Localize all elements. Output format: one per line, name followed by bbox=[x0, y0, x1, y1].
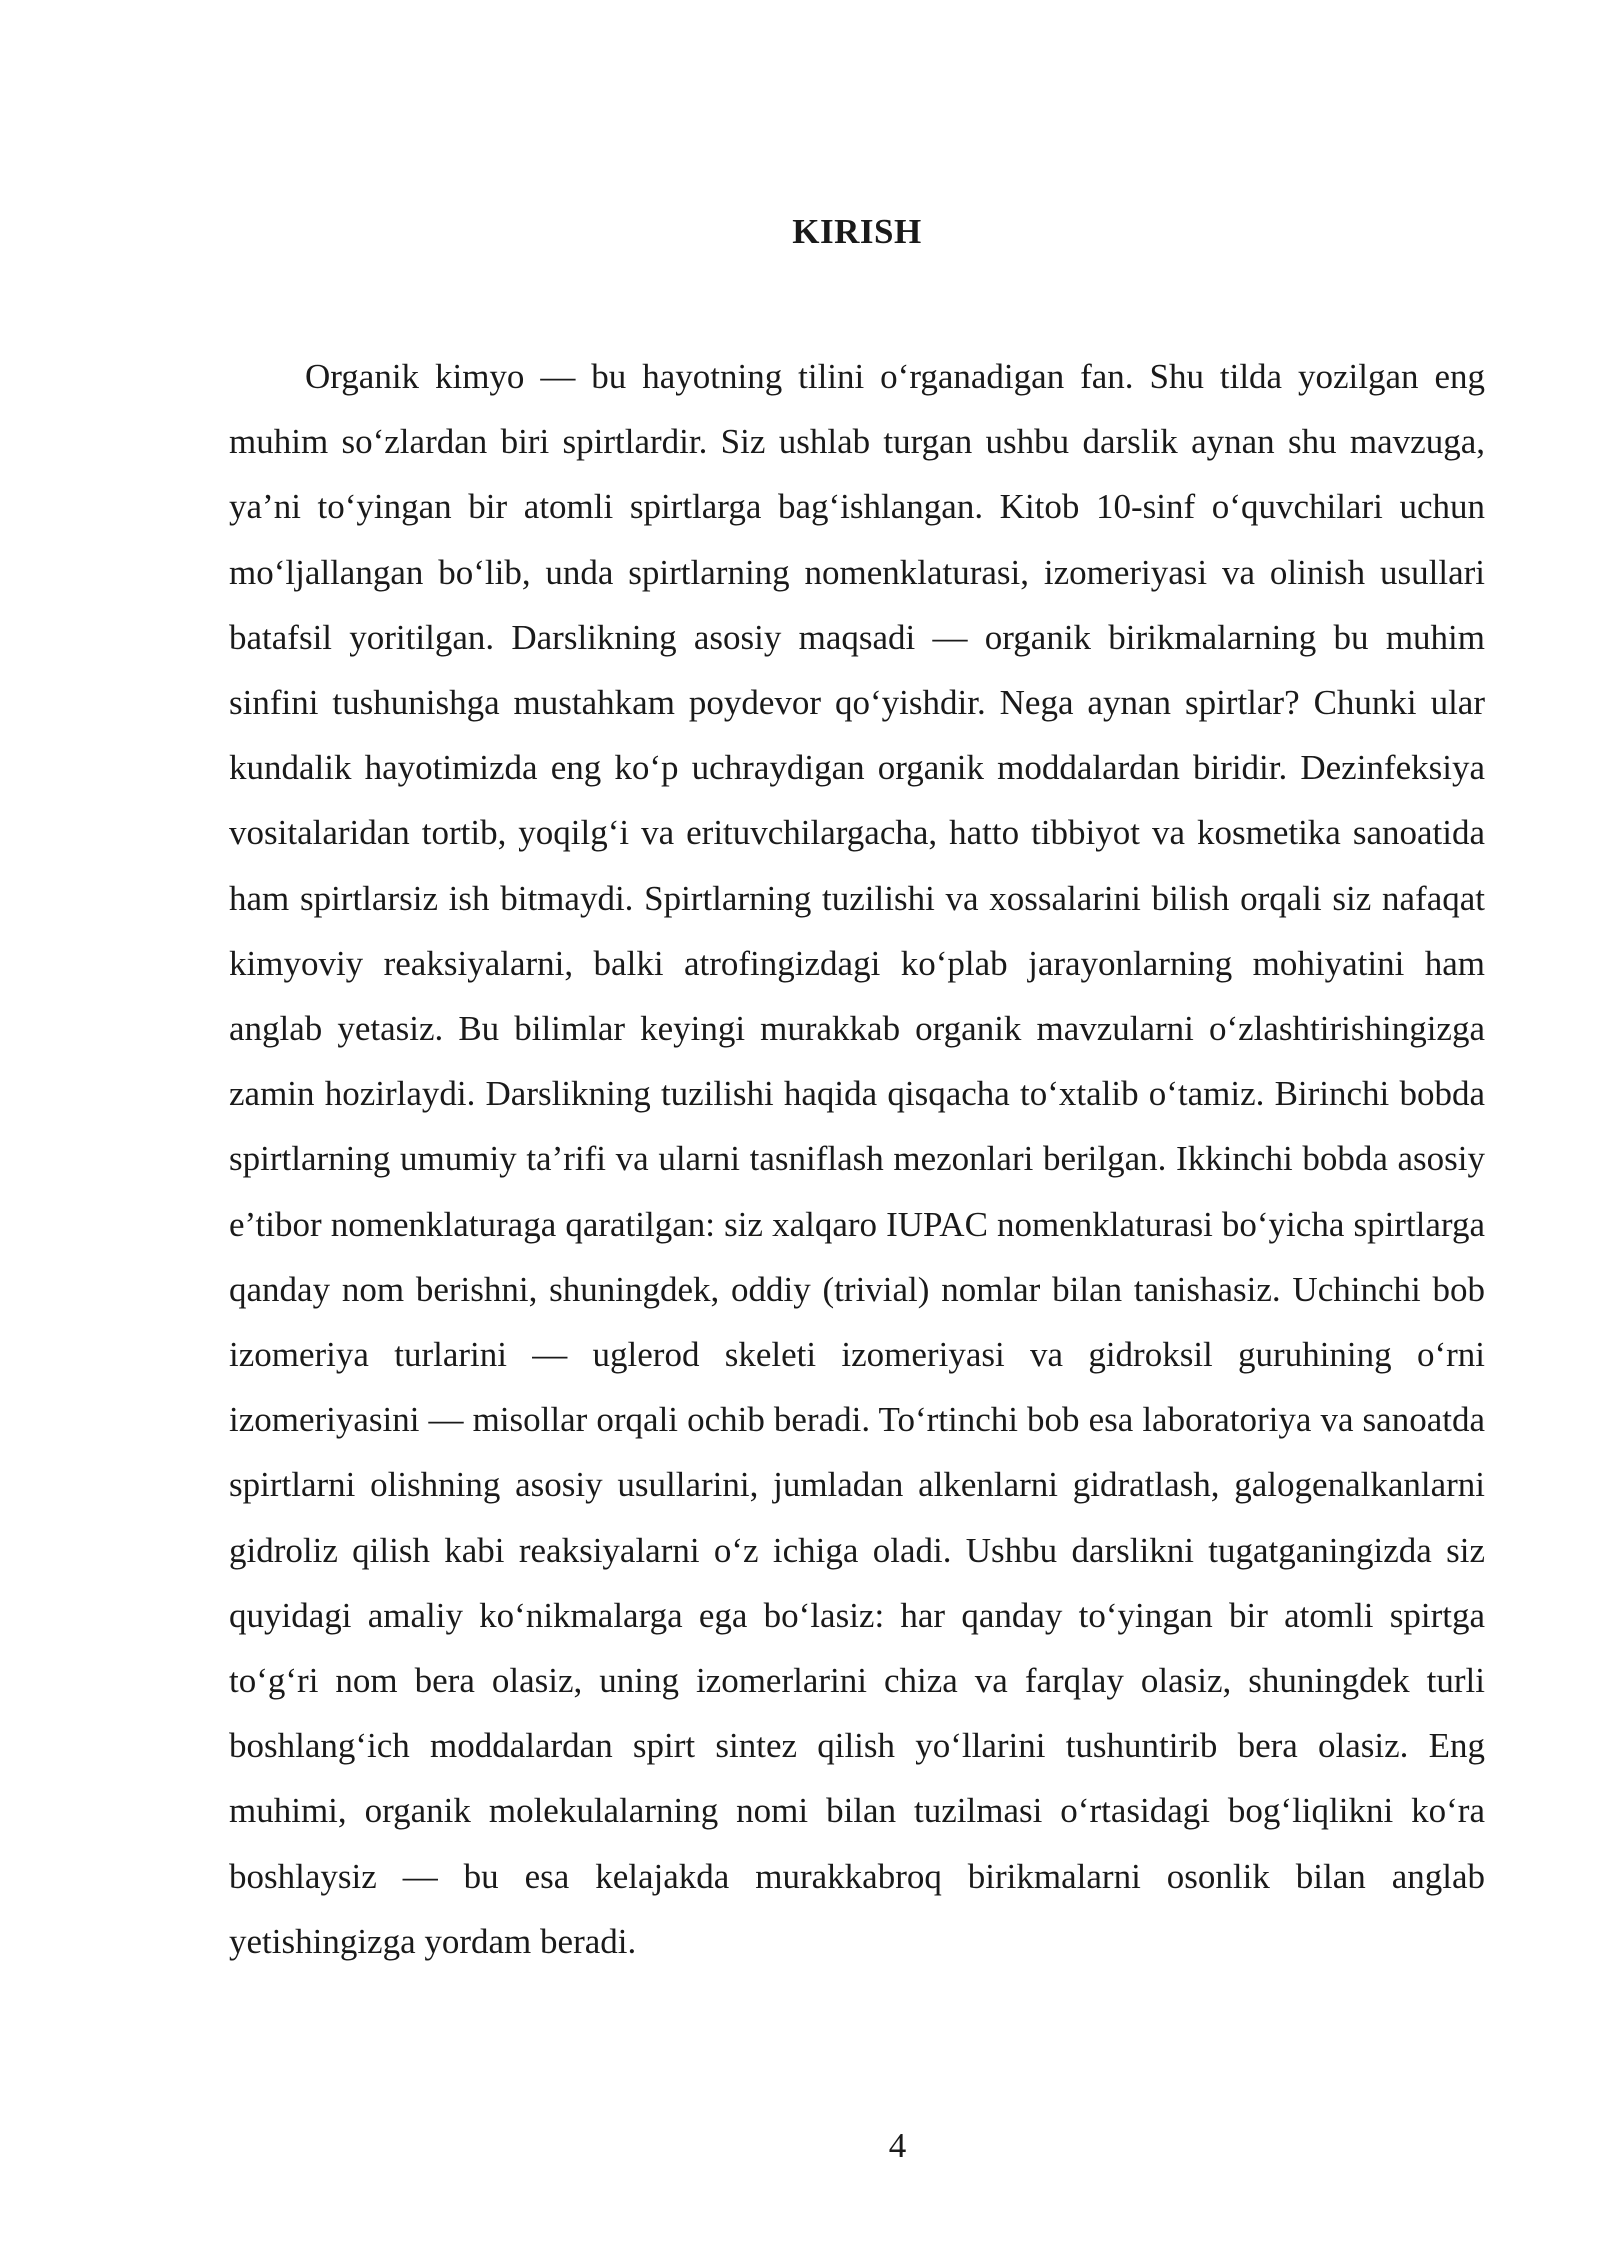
section-heading: KIRISH bbox=[792, 212, 922, 251]
body-paragraph: Organik kimyo — bu hayotning tilini o‘rganadigan fan. Shu tilda yozilgan eng muhim so‘zlardan biri spirtlardir. Siz ushlab turgan ushbu darslik aynan shu mavzuga, ya’ni to‘yingan bir atomli spirtlarga bag‘ishlangan. Kitob 10-sinf o‘quvchilari uchun mo‘ljallangan bo‘lib, unda spirtlarning nomenklaturasi, izomeriyasi va olinish usullari batafsil yoritilgan. Darslikning asosiy maqsadi — organik birikmalarning bu muhim sinfini tushunishga mustahkam poydevor qo‘yishdir. Nega aynan spirtlar? Chunki ular kundalik hayotimizda eng ko‘p uchraydigan organik moddalardan biridir. Dezinfeksiya vositalaridan tortib, yoqilg‘i va erituvchilargacha, hatto tibbiyot va kosmetika sanoatida ham spirtlarsiz ish bitmaydi. Spirtlarning tuzilishi va xossalarini bilish orqali siz nafaqat kimyoviy reaksiyalarni, balki atrofingizdagi ko‘plab jarayonlarning mohiyatini ham anglab yetasiz. Bu bilimlar keyingi murakkab organik mavzularni o‘zlashtirishingizga zamin hozirlaydi. Darslikning tuzilishi haqida qisqacha to‘xtalib o‘tamiz. Birinchi bobda spirtlarning umumiy ta’rifi va ularni tasniflash mezonlari berilgan. Ikkinchi bobda asosiy e’tibor nomenklaturaga qaratilgan: siz xalqaro IUPAC nomenklaturasi bo‘yicha spirtlarga qanday nom berishni, shuningdek, oddiy (trivial) nomlar bilan tanishasiz. Uchinchi bob izomeriya turlarini — uglerod skeleti izomeriyasi va gidroksil guruhining o‘rni izomeriyasini — misollar orqali ochib beradi. To‘rtinchi bob esa laboratoriya va sanoatda spirtlarni olishning asosiy usullarini, jumladan alkenlarni gidratlash, galogenalkanlarni gidroliz qilish kabi reaksiyalarni o‘z ichiga oladi. Ushbu darslikni tugatganingizda siz quyidagi amaliy ko‘nikmalarga ega bo‘lasiz: har qanday to‘yingan bir atomli spirtga to‘g‘ri nom bera olasiz, uning izomerlarini chiza va farqlay olasiz, shuningdek turli boshlang‘ich moddalardan spirt sintez qilish yo‘llarini tushuntirib bera olasiz. Eng muhimi, organik molekulalarning nomi bilan tuzilmasi o‘rtasidagi bog‘liqlikni ko‘ra boshlaysiz — bu esa kelajakda murakkabroq birikmalarni osonlik bilan anglab yetishingizga yordam beradi. bbox=[229, 357, 1485, 1961]
page-number: 4 bbox=[888, 2126, 907, 2165]
